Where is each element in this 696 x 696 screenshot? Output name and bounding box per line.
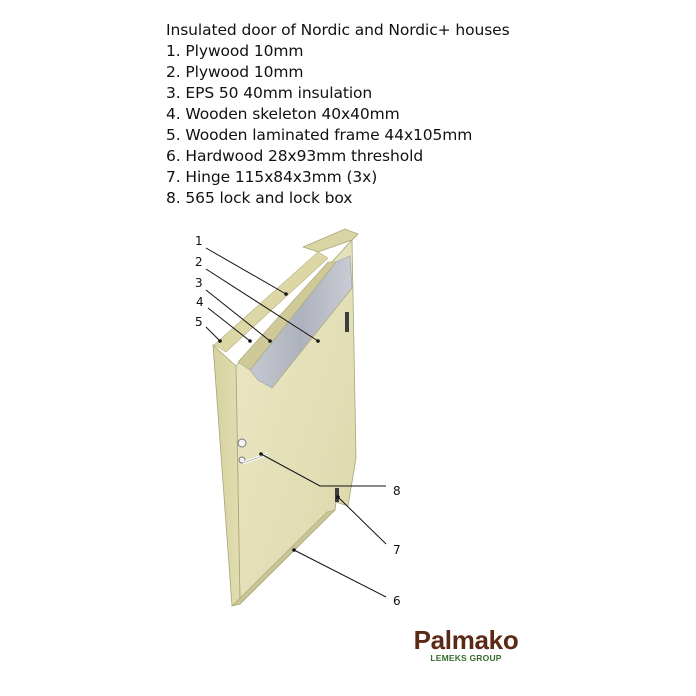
spec-item-5: 5. Wooden laminated frame 44x105mm: [166, 126, 473, 144]
callout-2: 2: [195, 255, 203, 269]
spec-item-8: 8. 565 lock and lock box: [166, 189, 353, 207]
hinge-bottom: [335, 488, 339, 502]
hinge-top: [345, 312, 349, 332]
spec-item-1: 1. Plywood 10mm: [166, 42, 304, 60]
spec-title: Insulated door of Nordic and Nordic+ houses: [166, 21, 510, 39]
logo-subtitle: LEMEKS GROUP: [430, 653, 502, 663]
callout-7: 7: [393, 543, 401, 557]
logo-wordmark: Palmako: [413, 625, 519, 655]
spec-item-7: 7. Hinge 115x84x3mm (3x): [166, 168, 378, 186]
spec-item-4: 4. Wooden skeleton 40x40mm: [166, 105, 400, 123]
lock-cylinder: [238, 439, 246, 447]
callout-3: 3: [195, 276, 203, 290]
spec-item-3: 3. EPS 50 40mm insulation: [166, 84, 373, 102]
callout-1: 1: [195, 234, 203, 248]
palmako-logo: [401, 626, 531, 663]
door-edge: [213, 345, 240, 606]
callout-4: 4: [196, 295, 204, 309]
spec-item-6: 6. Hardwood 28x93mm threshold: [166, 147, 424, 165]
callout-5: 5: [195, 315, 203, 329]
callout-8: 8: [393, 484, 401, 498]
spec-item-2: 2. Plywood 10mm: [166, 63, 304, 81]
callout-6: 6: [393, 594, 401, 608]
